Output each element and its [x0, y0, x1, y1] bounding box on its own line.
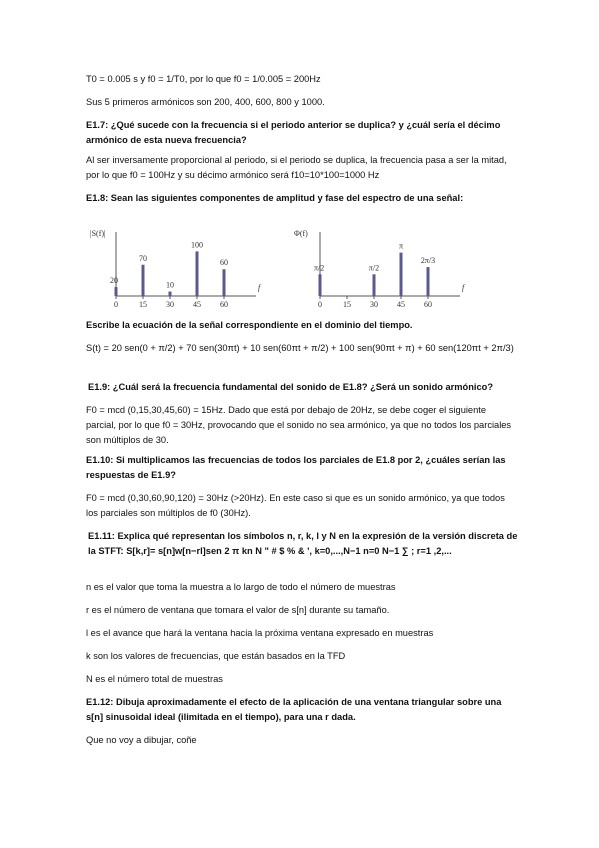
bar-60 — [223, 269, 226, 296]
answer-e1-8: S(t) = 20 sen(0 + π/2) + 70 sen(30πt) + 10 sen(60πt + π/2) + 100 sen(90πt + π) + 60 sen(120πt + 2π/3) — [86, 343, 514, 353]
tick-label-15: 15 — [343, 300, 351, 309]
exercise-label: E1.12: — [86, 697, 114, 707]
data-label-60: 60 — [220, 258, 228, 268]
tick-label-30: 30 — [166, 300, 174, 309]
answer-e1-7: Al ser inversamente proporcional al periodo, si el periodo se duplica, la frecuencia pasa a ser la mitad, por lo que f0 = 100Hz y su décimo armónico será f10=10*100=1000 Hz — [86, 155, 507, 180]
question-e1-8: E1.8: Sean las siguientes componentes de amplitud y fase del espectro de una señal: — [86, 193, 464, 203]
phase-spectrum-chart — [290, 226, 468, 310]
definition-l: l es el avance que hará la ventana hacia la próxima ventana expresado en muestras — [86, 628, 434, 638]
bar-45 — [400, 253, 403, 296]
y-axis-label: |S(f)| — [90, 229, 106, 238]
data-label-0: 20 — [110, 276, 118, 286]
data-label-45: 100 — [191, 240, 203, 250]
definition-n: n es el valor que toma la muestra a lo largo de todo el número de muestras — [86, 582, 396, 592]
question-e1-10: E1.10: Si multiplicamos las frecuencias de todos los parciales de E1.8 por 2, ¿cuáles serían las respuestas de E1.9? — [86, 455, 506, 480]
bar-30 — [373, 274, 376, 296]
answer-e1-9: F0 = mcd (0,15,30,45,60) = 15Hz. Dado que está por debajo de 20Hz, se debe coger el siguiente parcial, por lo que f0 = 30Hz, provocando que el sonido no sea armónico, ya que no todos los parciales son múltiplos de 30. — [86, 405, 512, 445]
bar-15 — [142, 265, 145, 296]
data-label-30: π/2 — [368, 263, 380, 273]
tick-label-45: 45 — [193, 300, 201, 309]
question-text: Dibuja aproximadamente el efecto de la aplicación de una ventana triangular sobre una s[n] sinusoidal ideal (ilimitada en el tiempo), para una r dada. — [86, 697, 502, 722]
question-e1-7 — [86, 118, 516, 148]
data-label-30: 10 — [166, 280, 174, 290]
exercise-label: E1.7 — [86, 120, 106, 130]
bar-30 — [169, 292, 172, 296]
bar-45 — [196, 251, 199, 296]
y-axis-label: Φ(f) — [294, 229, 308, 238]
definition-k: k son los valores de frecuencias, que están basados en la TFD — [86, 651, 346, 661]
answer-e1-12: Que no voy a dibujar, coñe — [86, 735, 197, 745]
question-text: : Explica qué representan los símbolos n, r, k, l y N en la expresión de la versión discreta de la STFT: S[k,r]= s[n]w[n−rl]sen 2 π kn N " # $ % & ', k=0,...,N−1 n=0 N−1 ∑ ; r=1 ,2,... — [88, 531, 518, 556]
question-e1-11 — [88, 529, 518, 559]
answer-e1-10: F0 = mcd (0,30,60,90,120) = 30Hz (>20Hz). En este caso si que es un sonido armónico, ya que todos los parciales son múltiplos de f0 (30Hz). — [86, 493, 505, 518]
amplitude-spectrum-figure — [86, 226, 264, 315]
paragraph-period: T0 = 0.005 s y f0 = 1/T0, por lo que f0 = 1/0.005 = 200Hz — [86, 74, 321, 84]
bar-60 — [427, 267, 430, 296]
definition-r: r es el número de ventana que tomara el valor de s[n] durante su tamaño. — [86, 605, 390, 615]
tick-label-15: 15 — [139, 300, 147, 309]
question-e1-9: E1.9: ¿Cuál será la frecuencia fundamental del sonido de E1.8? ¿Será un sonido armónico? — [88, 382, 494, 392]
tick-label-0: 0 — [114, 300, 118, 309]
tick-label-60: 60 — [424, 300, 432, 309]
data-label-0: π/2 — [314, 263, 325, 273]
exercise-label: E1.11 — [88, 531, 112, 541]
data-label-15: 70 — [139, 253, 147, 263]
bar-0 — [115, 287, 118, 296]
data-label-60: 2π/3 — [420, 256, 436, 266]
x-axis-label: f — [258, 283, 261, 292]
definition-N: N es el número total de muestras — [86, 674, 223, 684]
question-text: : ¿Qué sucede con la frecuencia si el periodo anterior se duplica? y ¿cuál sería el décimo armónico de esta nueva frecuencia? — [86, 120, 501, 145]
instruction-e1-8: Escribe la ecuación de la señal correspondiente en el dominio del tiempo. — [86, 320, 413, 330]
tick-label-60: 60 — [220, 300, 228, 309]
paragraph-harmonics: Sus 5 primeros armónicos son 200, 400, 600, 800 y 1000. — [86, 97, 325, 107]
amplitude-spectrum-chart — [86, 226, 264, 310]
tick-label-30: 30 — [370, 300, 378, 309]
bar-0 — [319, 274, 322, 296]
question-e1-12 — [86, 695, 516, 725]
phase-spectrum-figure — [290, 226, 468, 315]
tick-label-45: 45 — [397, 300, 405, 309]
tick-label-0: 0 — [318, 300, 322, 309]
x-axis-label: f — [462, 283, 465, 292]
data-label-45: π — [398, 241, 404, 251]
